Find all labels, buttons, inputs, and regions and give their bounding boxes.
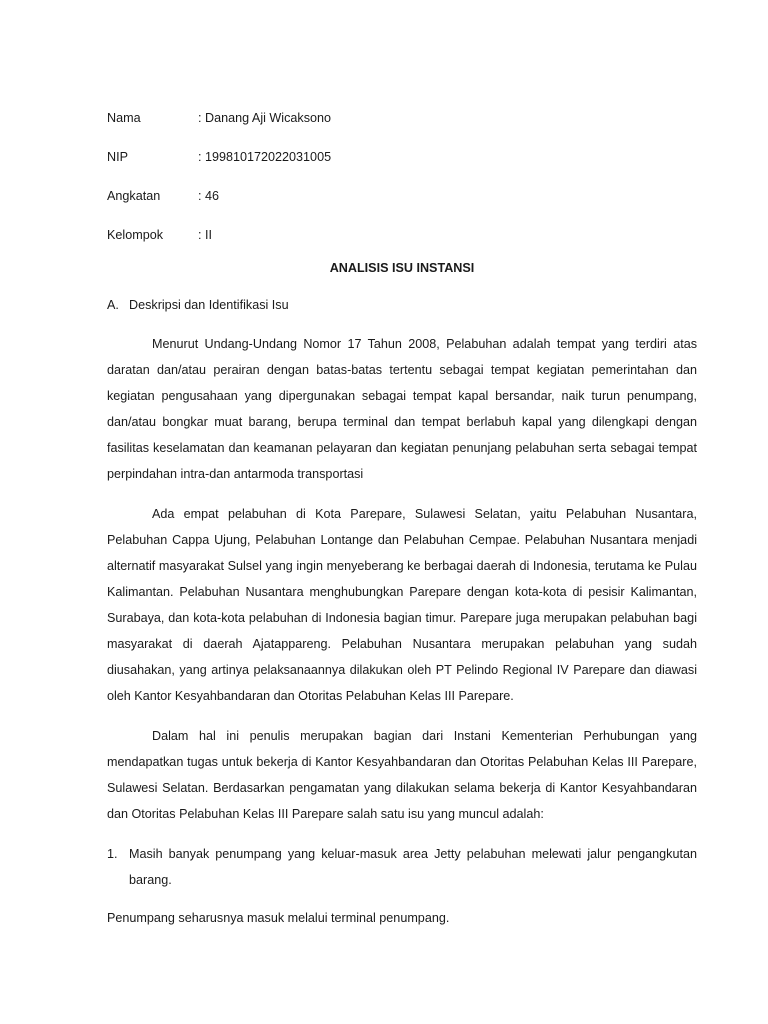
closing-statement: Penumpang seharusnya masuk melalui terminal penumpang. [107, 911, 450, 925]
meta-label: Angkatan [107, 189, 161, 203]
meta-row-angkatan [107, 186, 697, 206]
paragraph-text: Menurut Undang-Undang Nomor 17 Tahun 2008, Pelabuhan adalah tempat yang terdiri atas daratan dan/atau perairan dengan batas-batas tertentu sebagai tempat kegiatan pemerintahan dan kegiatan pengusahaan yang dipergunakan sebagai tempat kapal bersandar, naik turun penumpang, dan/atau bongkar muat barang, berupa terminal dan tempat berlabuh kapal yang dilengkapi dengan fasilitas keselamatan dan keamanan pelayaran dan kegiatan penunjang pelabuhan serta sebagai tempat perpindahan intra-dan antarmoda transportasi [107, 337, 697, 481]
meta-value: : Danang Aji Wicaksono [198, 111, 332, 125]
meta-row-nip [107, 147, 697, 167]
meta-label: Kelompok [107, 228, 164, 242]
section-heading [107, 295, 697, 315]
meta-row-kelompok [107, 225, 697, 245]
paragraph [107, 331, 697, 487]
meta-label: Nama [107, 111, 141, 125]
list-item [107, 841, 697, 893]
section-heading-text: Deskripsi dan Identifikasi Isu [129, 298, 289, 312]
list-item-text: Masih banyak penumpang yang keluar-masuk area Jetty pelabuhan melewati jalur pengangkutan barang. [129, 847, 697, 887]
meta-row-nama [107, 108, 697, 128]
list-marker: 1. [107, 847, 118, 861]
meta-label: NIP [107, 150, 128, 164]
meta-value: : 199810172022031005 [198, 150, 332, 164]
paragraph-text: Ada empat pelabuhan di Kota Parepare, Sulawesi Selatan, yaitu Pelabuhan Nusantara, Pelabuhan Cappa Ujung, Pelabuhan Lontange dan Pelabuhan Cempae. Pelabuhan Nusantara menjadi alternatif masyarakat Sulsel yang ingin menyeberang ke berbagai daerah di Indonesia, terutama ke Pulau Kalimantan. Pelabuhan Nusantara menghubungkan Parepare dengan kota-kota di pesisir Kalimantan, Surabaya, dan kota-kota pelabuhan di Indonesia bagian timur. Parepare juga merupakan pelabuhan bagi masyarakat di daerah Ajatappareng. Pelabuhan Nusantara merupakan pelabuhan yang sudah diusahakan, yang artinya pelaksanaannya dilakukan oleh PT Pelindo Regional IV Parepare dan diawasi oleh Kantor Kesyahbandaran dan Otoritas Pelabuhan Kelas III Parepare. [107, 507, 697, 703]
paragraph [107, 723, 697, 827]
document-body [107, 108, 697, 931]
paragraph-text: Dalam hal ini penulis merupakan bagian dari Instani Kementerian Perhubungan yang mendapatkan tugas untuk bekerja di Kantor Kesyahbandaran dan Otoritas Pelabuhan Kelas III Parepare, Sulawesi Selatan. Berdasarkan pengamatan yang dilakukan selama bekerja di Kantor Kesyahbandaran dan Otoritas Pelabuhan Kelas III Parepare salah satu isu yang muncul adalah: [107, 729, 697, 821]
section-marker: A. [107, 298, 119, 312]
document-title: ANALISIS ISU INSTANSI [329, 261, 475, 275]
meta-value: : 46 [198, 189, 220, 203]
meta-value: : II [198, 228, 212, 242]
paragraph [107, 501, 697, 709]
